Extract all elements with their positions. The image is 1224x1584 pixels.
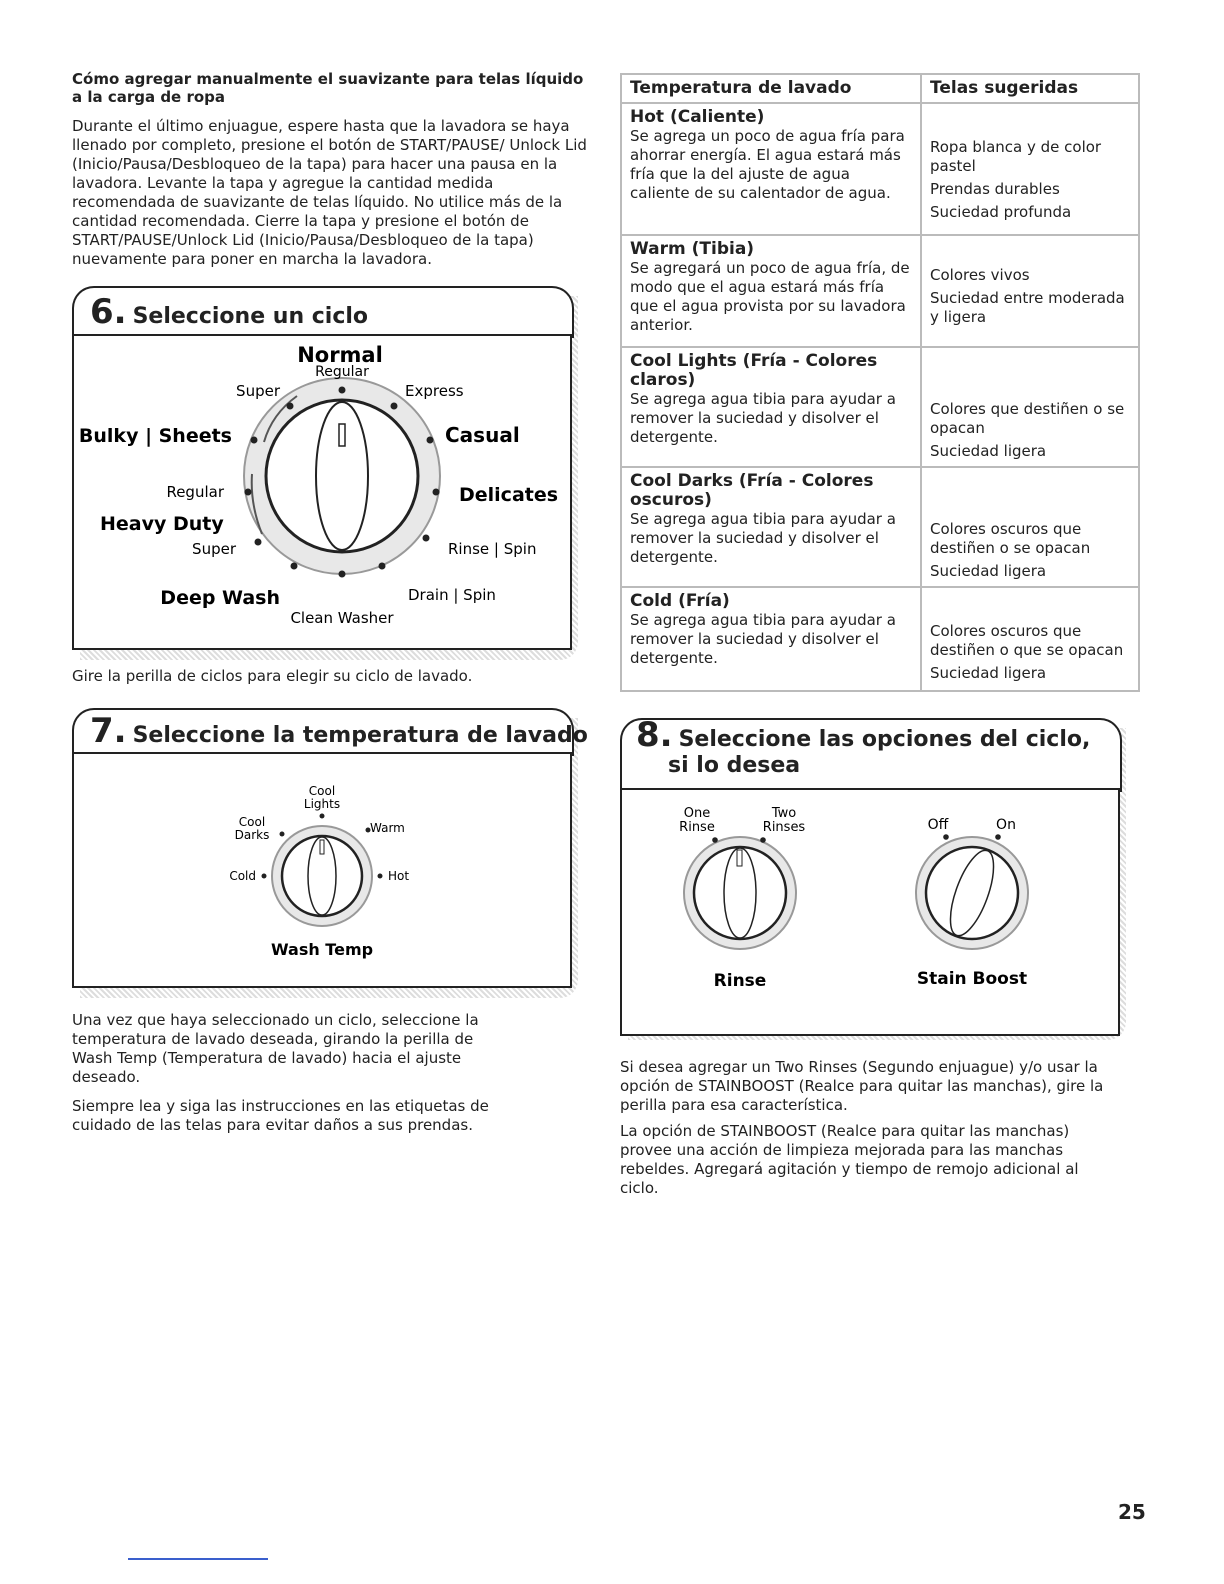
table-row-desc: Se agrega agua tibia para ayudar a remover la suciedad y disolver el detergente. [630, 611, 896, 667]
step7-caption-1: Una vez que haya seleccionado un ciclo, seleccione la temperatura de lavado deseada, girando la perilla de Wash Temp (Temperatura de lavado) hacia el ajuste deseado. [72, 1011, 479, 1086]
cycle-label-regular-top: Regular [315, 364, 369, 380]
table-sugg: Suciedad profunda [930, 203, 1072, 221]
step6-number: 6. [90, 292, 127, 332]
table-sugg: Colores que destiñen o se opacan [930, 400, 1125, 437]
rinse-label-two-1: Two [771, 806, 797, 821]
temp-label-cool-lights-1: Cool [308, 784, 336, 798]
page-number: 25 [1118, 1500, 1146, 1524]
step8-title-line1: Seleccione las opciones del ciclo, [678, 727, 1091, 752]
table-sugg: Suciedad ligera [930, 442, 1047, 460]
temperature-table [620, 73, 1140, 692]
table-row-title: Cold (Fría) [630, 591, 730, 611]
cycle-dial-figure [72, 334, 570, 648]
table-row-desc: Se agrega agua tibia para ayudar a remover la suciedad y disolver el detergente. [630, 510, 896, 566]
options-dial-figure [620, 788, 1118, 1034]
cycle-knob[interactable] [266, 400, 418, 552]
cycle-knob-pointer [339, 424, 345, 446]
table-sugg: Ropa blanca y de color pastel [930, 138, 1102, 175]
temp-dial-figure [72, 752, 570, 986]
table-row [621, 587, 1139, 691]
table-row-desc: Se agrega un poco de agua fría para ahorrar energía. El agua estará más fría que la del ajuste de agua caliente de su calentador de agua. [630, 127, 905, 202]
step7-caption-2: Siempre lea y siga las instrucciones en las etiquetas de cuidado de las telas para evitar daños a sus prendas. [72, 1097, 489, 1134]
rinse-label-two-2: Rinses [762, 820, 806, 835]
table-sugg: Colores oscuros que destiñen o se opacan [930, 520, 1091, 557]
temp-knob-label: Wash Temp [270, 940, 374, 959]
table-row-desc: Se agrega agua tibia para ayudar a remover la suciedad y disolver el detergente. [630, 390, 896, 446]
temp-label-hot: Hot [388, 869, 410, 883]
table-header: Temperatura de lavado [621, 74, 921, 103]
footer-rule [128, 1558, 268, 1560]
table-sugg: Prendas durables [930, 180, 1060, 198]
cycle-label-super-top: Super [236, 382, 280, 400]
step8-caption-1: Si desea agregar un Two Rinses (Segundo enjuague) y/o usar la opción de STAINBOOST (Realce para quitar las manchas), gire la perilla para esa característica. [620, 1058, 1104, 1114]
step8-number: 8. [636, 715, 673, 755]
temp-label-cool-darks-2: Darks [234, 828, 270, 842]
rinse-knob-pointer [737, 850, 742, 866]
step6-caption: Gire la perilla de ciclos para elegir su ciclo de lavado. [72, 667, 473, 685]
table-row-title: Hot (Caliente) [630, 107, 765, 127]
cycle-label-normal: Normal [297, 343, 383, 367]
table-header-row [621, 74, 1139, 103]
cycle-label-heavy: Heavy Duty [100, 513, 224, 535]
table-row-title: Cool Darks (Fría - Colores oscuros) [630, 471, 874, 510]
rinse-label-one-2: Rinse [679, 820, 715, 835]
table-row [621, 467, 1139, 587]
cycle-label-casual: Casual [445, 423, 520, 447]
rinse-label-one-1: One [683, 806, 711, 821]
step7-number: 7. [90, 711, 127, 751]
table-sugg: Suciedad ligera [930, 562, 1047, 580]
cycle-label-super-left: Super [192, 540, 236, 558]
temp-knob-pointer [320, 840, 324, 854]
table-sugg: Colores vivos [930, 266, 1030, 284]
table-sugg: Suciedad entre moderada y ligera [930, 289, 1125, 326]
rinse-knob-label: Rinse [713, 971, 767, 991]
cycle-label-delicates: Delicates [459, 484, 559, 506]
step8-title-line2: si lo desea [668, 753, 801, 778]
table-row [621, 103, 1139, 235]
cycle-label-clean: Clean Washer [290, 609, 394, 627]
temp-label-cold: Cold [229, 869, 256, 883]
stain-label-off: Off [927, 817, 949, 833]
table-header: Telas sugeridas [921, 74, 1139, 103]
temp-label-cool-darks-1: Cool [238, 815, 266, 829]
step6-title [90, 292, 368, 332]
table-row-title: Cool Lights (Fría - Colores claros) [630, 351, 878, 390]
stain-knob-label: Stain Boost [916, 969, 1028, 989]
step8-title [636, 715, 1091, 779]
stain-boost-knob[interactable] [926, 847, 1018, 939]
temp-label-cool-lights-2: Lights [303, 797, 341, 811]
table-row-title: Warm (Tibia) [630, 239, 755, 259]
table-sugg: Suciedad ligera [930, 664, 1047, 682]
step7-title [90, 711, 588, 751]
cycle-label-regular-left: Regular [166, 483, 224, 501]
table-row [621, 347, 1139, 467]
step7-title-text: Seleccione la temperatura de lavado [132, 723, 588, 748]
cycle-label-bulky: Bulky | Sheets [78, 425, 232, 447]
step8-caption-2: La opción de STAINBOOST (Realce para quitar las manchas) provee una acción de limpieza mejorada para las manchas rebeldes. Agregará agitación y tiempo de remojo adicional al ciclo. [620, 1122, 1079, 1197]
step6-title-text: Seleccione un ciclo [132, 304, 369, 329]
intro-body: Durante el último enjuague, espere hasta que la lavadora se haya llenado por completo, presione el botón de START/PAUSE/ Unlock Lid (Inicio/Pausa/Desbloqueo de la tapa) para hacer una pausa en la lavadora. Levante la tapa y agregue la cantidad medida recomendada de suavizante de telas líquido. No utilice más de la cantidad recomendada. Cierre la tapa y presione el botón de START/PAUSE/Unlock Lid (Inicio/Pausa/Desbloqueo de la tapa) nuevamente para poner en marcha la lavadora. [72, 117, 587, 268]
cycle-label-rinse-spin: Rinse | Spin [448, 540, 537, 558]
table-sugg: Colores oscuros que destiñen o que se opacan [930, 622, 1124, 659]
table-row [621, 235, 1139, 347]
temp-label-warm: Warm [370, 821, 405, 835]
cycle-label-deep: Deep Wash [160, 587, 280, 609]
intro-title: Cómo agregar manualmente el suavizante para telas líquido a la carga de ropa [72, 70, 584, 106]
cycle-label-express: Express [405, 382, 464, 400]
stain-label-on: On [996, 817, 1016, 833]
table-row-desc: Se agregará un poco de agua fría, de modo que el agua estará más fría que el agua provista por su lavadora anterior. [630, 259, 910, 334]
cycle-label-drain-spin: Drain | Spin [408, 586, 496, 604]
